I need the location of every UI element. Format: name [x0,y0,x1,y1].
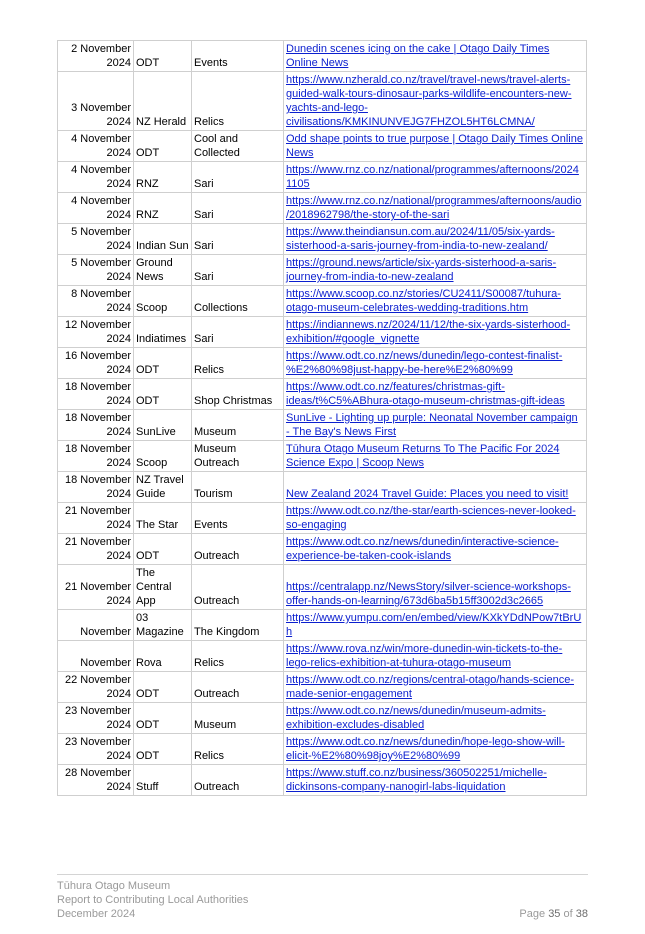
table-row [58,224,587,255]
article-link[interactable]: https://www.odt.co.nz/features/christmas-gift-ideas/t%C5%ABhura-otago-museum-christmas-gift-ideas [286,381,565,407]
category-cell: Outreach [192,534,284,565]
outlet-cell: Ground News [134,255,192,286]
outlet-cell: ODT [134,131,192,162]
outlet-cell: RNZ [134,162,192,193]
table-row [58,534,587,565]
category-cell: Sari [192,224,284,255]
table-row [58,672,587,703]
date-cell: 5 November 2024 [58,224,134,255]
outlet-cell: Scoop [134,286,192,317]
category-cell: Collections [192,286,284,317]
outlet-cell: ODT [134,379,192,410]
table-row [58,610,587,641]
link-cell [284,441,587,472]
category-cell: Relics [192,734,284,765]
date-cell: 18 November 2024 [58,379,134,410]
article-link[interactable]: Tūhura Otago Museum Returns To The Pacific For 2024 Science Expo | Scoop News [286,443,560,469]
page-of: of [563,908,573,920]
link-cell [284,348,587,379]
outlet-cell: The Central App [134,565,192,610]
date-cell: 21 November 2024 [58,565,134,610]
table-row [58,565,587,610]
date-cell: 23 November 2024 [58,734,134,765]
date-cell: 18 November 2024 [58,410,134,441]
outlet-cell: Indiatimes [134,317,192,348]
date-cell: November [58,641,134,672]
outlet-cell: SunLive [134,410,192,441]
article-link[interactable]: https://www.stuff.co.nz/business/360502251/michelle-dickinsons-company-nanogirl-labs-liquidation [286,767,547,793]
link-cell [284,565,587,610]
outlet-cell: 03 Magazine [134,610,192,641]
table-row [58,317,587,348]
footer-date: December 2024 [57,908,136,920]
outlet-cell: Rova [134,641,192,672]
article-link[interactable]: https://www.theindiansun.com.au/2024/11/05/six-yards-sisterhood-a-saris-journey-from-india-to-new-zealand/ [286,226,555,252]
link-cell [284,734,587,765]
date-cell: 4 November 2024 [58,131,134,162]
date-cell: 22 November 2024 [58,672,134,703]
article-link[interactable]: SunLive - Lighting up purple: Neonatal November campaign - The Bay's News First [286,412,578,438]
link-cell [284,379,587,410]
article-link[interactable]: https://www.odt.co.nz/news/dunedin/lego-contest-finalist-%E2%80%98just-happy-be-here%E2%80%99 [286,350,563,376]
category-cell: Sari [192,317,284,348]
date-cell: 4 November 2024 [58,162,134,193]
page-footer [57,874,588,921]
page-current: 35 [548,908,561,920]
link-cell [284,610,587,641]
link-cell [284,703,587,734]
date-cell: November [58,610,134,641]
link-cell [284,131,587,162]
table-row [58,131,587,162]
media-coverage-table [57,40,587,796]
link-cell [284,286,587,317]
outlet-cell: NZ Herald [134,72,192,131]
table-row [58,41,587,72]
table-row [58,410,587,441]
date-cell: 21 November 2024 [58,534,134,565]
category-cell: Relics [192,348,284,379]
outlet-cell: The Star [134,503,192,534]
category-cell: Events [192,41,284,72]
link-cell [284,765,587,796]
date-cell: 23 November 2024 [58,703,134,734]
link-cell [284,672,587,703]
category-cell: Outreach [192,565,284,610]
date-cell: 21 November 2024 [58,503,134,534]
table-row [58,441,587,472]
category-cell: Tourism [192,472,284,503]
outlet-cell: Scoop [134,441,192,472]
footer-org: Tūhura Otago Museum [57,880,171,892]
outlet-cell: ODT [134,703,192,734]
table-row [58,162,587,193]
category-cell: Cool and Collected [192,131,284,162]
outlet-cell: RNZ [134,193,192,224]
article-link[interactable]: New Zealand 2024 Travel Guide: Places you need to visit! [286,488,569,500]
article-link[interactable]: https://ground.news/article/six-yards-sisterhood-a-saris-journey-from-india-to-new-zealand [286,257,557,283]
outlet-cell: ODT [134,348,192,379]
link-cell [284,41,587,72]
article-link[interactable]: https://www.yumpu.com/en/embed/view/KXkYDdNPow7tBrUh [286,612,582,638]
page-prefix: Page [519,908,546,920]
date-cell: 18 November 2024 [58,472,134,503]
category-cell: Museum [192,703,284,734]
link-cell [284,410,587,441]
table-row [58,286,587,317]
article-link[interactable]: https://www.odt.co.nz/news/dunedin/hope-lego-show-will-elicit-%E2%80%98joy%E2%80%99 [286,736,565,762]
article-link[interactable]: https://www.odt.co.nz/regions/central-otago/hands-science-made-senior-engagement [286,674,574,700]
link-cell [284,255,587,286]
category-cell: Outreach [192,672,284,703]
date-cell: 4 November 2024 [58,193,134,224]
link-cell [284,472,587,503]
outlet-cell: NZ Travel Guide [134,472,192,503]
category-cell: Events [192,503,284,534]
article-link[interactable]: Odd shape points to true purpose | Otago Daily Times Online News [286,133,583,159]
outlet-cell: ODT [134,734,192,765]
date-cell: 5 November 2024 [58,255,134,286]
link-cell [284,193,587,224]
table-row [58,379,587,410]
article-link[interactable]: https://www.odt.co.nz/news/dunedin/museum-admits-exhibition-excludes-disabled [286,705,546,731]
table-row [58,641,587,672]
date-cell: 12 November 2024 [58,317,134,348]
date-cell: 3 November 2024 [58,72,134,131]
table-row [58,503,587,534]
category-cell: Sari [192,193,284,224]
category-cell: Relics [192,641,284,672]
table-row [58,472,587,503]
article-link[interactable]: https://www.odt.co.nz/news/dunedin/interactive-science-experience-be-taken-cook-islands [286,536,559,562]
category-cell: Sari [192,255,284,286]
table-row [58,255,587,286]
table-row [58,703,587,734]
page-number [519,907,588,921]
date-cell: 28 November 2024 [58,765,134,796]
outlet-cell: Indian Sun [134,224,192,255]
date-cell: 8 November 2024 [58,286,134,317]
table-row [58,734,587,765]
article-link[interactable]: https://centralapp.nz/NewsStory/silver-science-workshops-offer-hands-on-learning/673d6ba5b15ff3002d3c2665 [286,581,571,607]
article-link[interactable]: https://indiannews.nz/2024/11/12/the-six-yards-sisterhood-exhibition/#google_vignette [286,319,571,345]
article-link[interactable]: https://www.rnz.co.nz/national/programmes/afternoons/audio/2018962798/the-story-of-the-sari [286,195,582,221]
category-cell: Museum Outreach [192,441,284,472]
link-cell [284,641,587,672]
outlet-cell: Stuff [134,765,192,796]
link-cell [284,224,587,255]
media-coverage-rows [58,41,587,796]
category-cell: Outreach [192,765,284,796]
category-cell: Sari [192,162,284,193]
category-cell: The Kingdom [192,610,284,641]
article-link[interactable]: Dunedin scenes icing on the cake | Otago Daily Times Online News [286,43,550,69]
footer-report-title: Report to Contributing Local Authorities [57,894,249,906]
link-cell [284,317,587,348]
link-cell [284,162,587,193]
link-cell [284,72,587,131]
table-row [58,765,587,796]
category-cell: Shop Christmas [192,379,284,410]
outlet-cell: ODT [134,41,192,72]
article-link[interactable]: https://www.rnz.co.nz/national/programmes/afternoons/20241105 [286,164,579,190]
outlet-cell: ODT [134,672,192,703]
table-row [58,348,587,379]
outlet-cell: ODT [134,534,192,565]
article-link[interactable]: https://www.odt.co.nz/the-star/earth-sciences-never-looked-so-engaging [286,505,576,531]
article-link[interactable]: https://www.rova.nz/win/more-dunedin-win-tickets-to-the-lego-relics-exhibition-at-tuhura-otago-museum [286,643,563,669]
date-cell: 16 November 2024 [58,348,134,379]
category-cell: Relics [192,72,284,131]
link-cell [284,503,587,534]
table-row [58,72,587,131]
category-cell: Museum [192,410,284,441]
date-cell: 18 November 2024 [58,441,134,472]
table-row [58,193,587,224]
article-link[interactable]: https://www.scoop.co.nz/stories/CU2411/S00087/tuhura-otago-museum-celebrates-wedding-traditions.htm [286,288,561,314]
article-link[interactable]: https://www.nzherald.co.nz/travel/travel-news/travel-alerts-guided-walk-tours-dinosaur-parks-wildlife-encounters-new-yachts-and-lego-civilisations/KMKINUNVEJG7FHZOL5HT6LCMNA/ [286,74,572,128]
link-cell [284,534,587,565]
date-cell: 2 November 2024 [58,41,134,72]
page-total: 38 [575,908,588,920]
